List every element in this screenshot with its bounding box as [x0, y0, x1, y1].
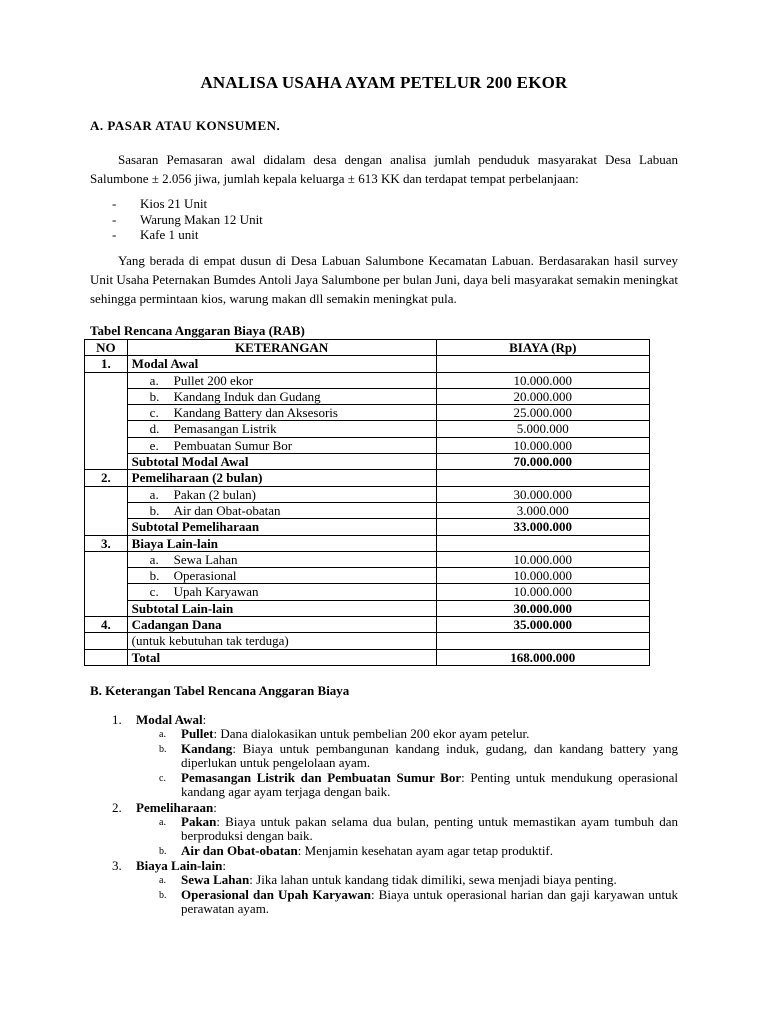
- sub-list: [136, 873, 678, 917]
- item-label: [127, 372, 436, 388]
- item-letter: a.: [149, 486, 159, 502]
- sub-term: Air dan Obat-obatan: [181, 842, 298, 858]
- table-row: [85, 388, 650, 404]
- item-amount: 5.000.000: [436, 421, 649, 437]
- table-row: [85, 372, 650, 388]
- item-amount: 3.000.000: [436, 502, 649, 518]
- group-label: Modal Awal: [127, 356, 436, 372]
- group-amount: [436, 535, 649, 551]
- sub-item: [159, 813, 678, 844]
- item-label: [127, 584, 436, 600]
- table-body: [85, 356, 650, 666]
- item-text: Pullet 200 ekor: [173, 372, 254, 388]
- explanation-list: [112, 712, 678, 917]
- table-row-subtotal: [85, 454, 650, 470]
- item-label: [127, 421, 436, 437]
- section-a-paragraph-2: Yang berada di empat dusun di Desa Labuan Salumbone Kecamatan Labuan. Berdasarakan hasil survey Unit Usaha Peternakan Bumdes Antoli Jaya Salumbone per bulan Juni, daya beli masyarakat semakin meningkat sehingga permintaan kios, warung makan dll semakin meningkat pula.: [90, 252, 678, 306]
- item-label: Biaya Lain-lain: [136, 858, 223, 873]
- item-number: 3.: [112, 858, 122, 873]
- header-biaya: BIAYA (Rp): [436, 340, 649, 356]
- item-suffix: :: [222, 858, 226, 873]
- sub-item: [159, 886, 679, 917]
- explanation-item: [112, 858, 678, 917]
- table-row-subtotal: [85, 600, 650, 616]
- row-number-empty: [85, 551, 128, 616]
- item-letter: a.: [149, 372, 159, 388]
- sub-term: Sewa Lahan: [181, 872, 250, 887]
- item-letter: a.: [149, 551, 159, 567]
- section-a: [90, 118, 678, 308]
- item-text: Kandang Battery dan Aksesoris: [173, 405, 338, 421]
- total-label: Total: [127, 649, 436, 665]
- item-text: Pakan (2 bulan): [173, 486, 256, 502]
- reserve-amount: 35.000.000: [436, 617, 649, 633]
- shop-list: [112, 196, 678, 243]
- row-number: 1.: [85, 356, 128, 372]
- sub-letter: a.: [159, 816, 166, 828]
- sub-item: [159, 872, 678, 888]
- item-amount: 20.000.000: [436, 388, 649, 404]
- sub-item: [159, 842, 678, 859]
- total-amount: 168.000.000: [436, 649, 649, 665]
- table-caption: Tabel Rencana Anggaran Biaya (RAB): [90, 323, 305, 338]
- item-text: Pembuatan Sumur Bor: [173, 437, 293, 453]
- item-amount: 10.000.000: [436, 372, 649, 388]
- subtotal-amount: 30.000.000: [436, 600, 649, 616]
- table-row: [85, 421, 650, 437]
- sub-list: [136, 815, 678, 859]
- group-amount: [436, 356, 649, 372]
- table-row-group-header: [85, 535, 650, 551]
- table-row: [85, 405, 650, 421]
- table-row: [85, 437, 650, 453]
- group-label: Biaya Lain-lain: [127, 535, 436, 551]
- subtotal-amount: 70.000.000: [436, 454, 649, 470]
- sub-letter: a.: [159, 729, 166, 740]
- sub-term: Pakan: [181, 813, 217, 829]
- sub-letter: c.: [159, 772, 166, 784]
- item-amount: 10.000.000: [436, 437, 649, 453]
- table-row-total: [85, 649, 650, 665]
- sub-letter: b.: [159, 889, 167, 901]
- item-letter: c.: [149, 405, 159, 421]
- sub-text: : Penting untuk mendukung operasional kandang agar ayam terjaga dengan baik.: [181, 769, 678, 799]
- subtotal-label: Subtotal Modal Awal: [127, 454, 436, 470]
- item-label: [127, 551, 436, 567]
- table-row: [85, 551, 650, 567]
- item-text: Pemasangan Listrik: [173, 421, 277, 437]
- section-a-heading: A. PASAR ATAU KONSUMEN.: [90, 118, 281, 133]
- row-number-empty: [85, 633, 128, 649]
- empty-amount: [436, 633, 649, 649]
- item-amount: 30.000.000: [436, 486, 649, 502]
- subtotal-amount: 33.000.000: [436, 519, 649, 535]
- group-amount: [436, 470, 649, 486]
- item-amount: 10.000.000: [436, 568, 649, 584]
- item-text: Operasional: [173, 568, 237, 584]
- item-text: Sewa Lahan: [173, 551, 238, 567]
- sub-text: : Dana dialokasikan untuk pembelian 200 ekor ayam petelur.: [213, 726, 530, 741]
- table-row-reserve: [85, 617, 650, 633]
- subtotal-label: Subtotal Pemeliharaan: [127, 519, 436, 535]
- row-number: 2.: [85, 470, 128, 486]
- sub-letter: b.: [159, 743, 167, 755]
- item-suffix: :: [213, 799, 217, 815]
- item-number: 2.: [112, 799, 122, 815]
- item-label: Pemeliharaan: [136, 799, 214, 815]
- table-row: [85, 502, 650, 518]
- budget-table: [84, 339, 650, 666]
- section-b-heading: B. Keterangan Tabel Rencana Anggaran Biaya: [90, 683, 350, 698]
- item-text: Kandang Induk dan Gudang: [173, 388, 321, 404]
- row-number-empty: [85, 372, 128, 470]
- item-label: [127, 388, 436, 404]
- list-item: - Kafe 1 unit: [112, 227, 199, 242]
- sub-text: : Jika lahan untuk kandang tidak dimiliki, sewa menjadi biaya penting.: [249, 872, 617, 887]
- row-number-empty: [85, 486, 128, 535]
- row-number: 3.: [85, 535, 128, 551]
- table-row: [85, 568, 650, 584]
- group-label: Pemeliharaan (2 bulan): [127, 470, 436, 486]
- explanation-item: [112, 800, 678, 859]
- item-amount: 10.000.000: [436, 584, 649, 600]
- row-number-empty: [85, 649, 128, 665]
- item-number: 1.: [112, 712, 122, 727]
- item-letter: b.: [149, 568, 160, 584]
- item-label: [127, 568, 436, 584]
- item-label: Modal Awal: [136, 712, 203, 727]
- sub-term: Pullet: [181, 726, 214, 741]
- table-row: [85, 584, 650, 600]
- section-a-paragraph-1: Sasaran Pemasaran awal didalam desa dengan analisa jumlah penduduk masyarakat Desa Labuan Salumbone ± 2.056 jiwa, jumlah kepala keluarga ± 613 KK dan terdapat tempat perbelanjaan:: [90, 152, 678, 186]
- item-letter: d.: [149, 421, 160, 437]
- sub-item: [159, 769, 678, 800]
- table-row-group-header: [85, 356, 650, 372]
- explanation-item: [112, 712, 678, 800]
- item-letter: e.: [149, 437, 159, 453]
- row-number: 4.: [85, 617, 128, 633]
- item-text: Upah Karyawan: [173, 584, 259, 600]
- sub-letter: b.: [159, 845, 167, 857]
- table-row-group-header: [85, 470, 650, 486]
- item-label: [127, 437, 436, 453]
- item-letter: b.: [149, 502, 160, 518]
- sub-letter: a.: [159, 875, 166, 886]
- sub-term: Kandang: [181, 740, 233, 756]
- table-header-row: [85, 340, 650, 356]
- header-keterangan: KETERANGAN: [127, 340, 436, 356]
- reserve-note: (untuk kebutuhan tak terduga): [127, 633, 436, 649]
- header-no: NO: [85, 340, 128, 356]
- table-row-reserve-note: [85, 633, 650, 649]
- table-row-subtotal: [85, 519, 650, 535]
- reserve-label: Cadangan Dana: [127, 617, 436, 633]
- sub-text: : Biaya untuk pembangunan kandang induk, gudang, dan kandang battery yang diperlukan untuk pengelolaan ayam.: [181, 740, 678, 770]
- sub-item: [159, 740, 678, 771]
- item-text: Air dan Obat-obatan: [173, 502, 281, 518]
- sub-term: Operasional dan Upah Karyawan: [181, 886, 371, 902]
- item-suffix: :: [202, 712, 207, 727]
- item-amount: 25.000.000: [436, 405, 649, 421]
- item-amount: 10.000.000: [436, 551, 649, 567]
- sub-item: [159, 726, 678, 742]
- sub-term: Pemasangan Listrik dan Pembuatan Sumur Bor: [181, 769, 462, 785]
- document-title: ANALISA USAHA AYAM PETELUR 200 EKOR: [200, 73, 568, 92]
- item-label: [127, 502, 436, 518]
- item-label: [127, 486, 436, 502]
- sub-list: [136, 727, 678, 800]
- subtotal-label: Subtotal Lain-lain: [127, 600, 436, 616]
- item-letter: b.: [149, 388, 160, 404]
- list-item: - Warung Makan 12 Unit: [112, 211, 263, 227]
- item-letter: c.: [149, 584, 159, 600]
- sub-text: : Biaya untuk pakan selama dua bulan, penting untuk memastikan ayam tumbuh dan berproduksi dengan baik.: [181, 813, 678, 843]
- table-row: [85, 486, 650, 502]
- item-label: [127, 405, 436, 421]
- sub-text: : Menjamin kesehatan ayam agar tetap produktif.: [297, 842, 554, 858]
- list-item: - Kios 21 Unit: [112, 196, 208, 211]
- sub-text: : Biaya untuk operasional harian dan gaji karyawan untuk perawatan ayam.: [181, 886, 679, 916]
